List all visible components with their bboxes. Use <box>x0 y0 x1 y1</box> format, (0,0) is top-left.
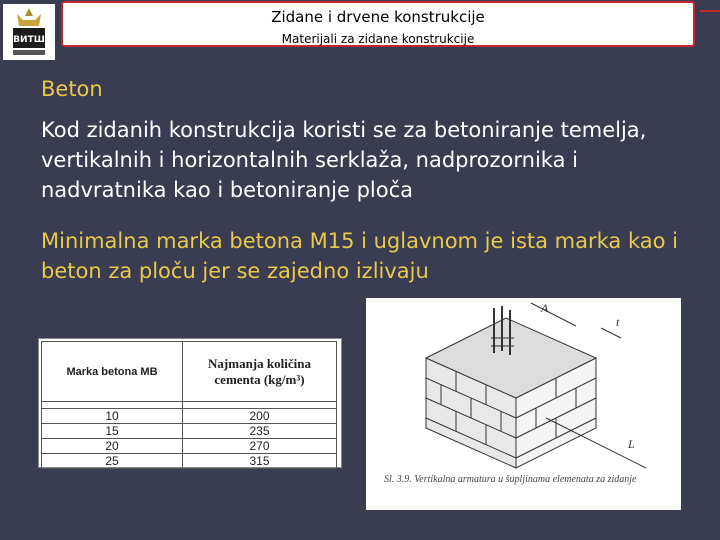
table-header-grade: Marka betona MB <box>42 342 183 402</box>
cement-table <box>38 338 342 468</box>
table-header-cement: Najmanja količina cementa (kg/m³) <box>183 342 337 402</box>
header-accent-line <box>700 10 720 12</box>
slide-subtitle: Materijali za zidane konstrukcije <box>281 32 475 46</box>
body-paragraph: Kod zidanih konstrukcija koristi se za betoniranje temelja, vertikalnih i horizontalnih serklaža, nadprozornika i nadvratnika kao i betoniranje ploča <box>41 118 647 202</box>
dimension-label-t: t <box>616 315 620 329</box>
table-row: 25 315 <box>42 454 337 469</box>
logo-text: ВИТШ <box>13 35 45 45</box>
slide-title: Zidane i drvene konstrukcije <box>271 8 485 26</box>
highlight-paragraph: Minimalna marka betona M15 i uglavnom je ista marka kao i beton za ploču jer se zajedno izlivaju <box>41 229 678 283</box>
table-row: 20 270 <box>42 439 337 454</box>
table-row: 15 235 <box>42 424 337 439</box>
slide-header <box>61 1 695 47</box>
section-heading: Beton <box>41 77 103 101</box>
crest-icon <box>3 4 55 60</box>
table-row: 10 200 <box>42 409 337 424</box>
figure-caption: Sl. 3.9. Vertikalna armatura u šupljinama elemenata za zidanje <box>384 474 637 485</box>
logo <box>3 4 55 60</box>
masonry-figure <box>366 298 681 510</box>
dimension-label-l: L <box>628 437 635 451</box>
dimension-label-a: A <box>541 301 549 315</box>
